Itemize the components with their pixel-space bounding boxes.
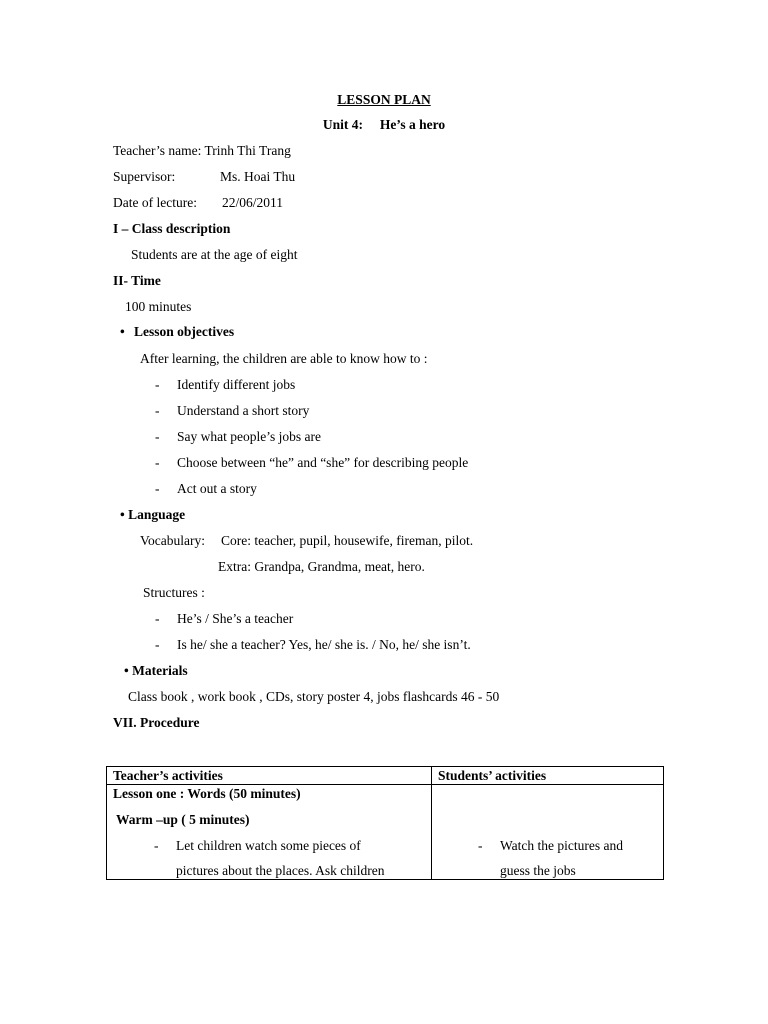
objective-item: Choose between “he” and “she” for describing people xyxy=(177,455,469,470)
students-activities-cell xyxy=(432,785,664,880)
materials-heading: • Materials xyxy=(124,663,188,678)
structure-item: Is he/ she a teacher? Yes, he/ she is. / No, he/ she isn’t. xyxy=(177,637,471,652)
student-activity-line: guess the jobs xyxy=(500,863,576,878)
supervisor-value: Ms. Hoai Thu xyxy=(220,169,296,184)
class-description-text: Students are at the age of eight xyxy=(131,247,298,262)
list-dash: - xyxy=(155,481,160,496)
objective-item: Identify different jobs xyxy=(177,377,296,392)
list-dash: - xyxy=(155,403,160,418)
procedure-heading: VII. Procedure xyxy=(113,715,200,730)
teacher-value: Trinh Thi Trang xyxy=(204,143,291,158)
students-activities-header: Students’ activities xyxy=(432,767,664,785)
vocabulary-label: Vocabulary: xyxy=(140,533,205,548)
list-dash: - xyxy=(155,377,160,392)
teacher-name-row xyxy=(113,143,291,159)
time-value: 100 minutes xyxy=(125,299,192,314)
structure-item: He’s / She’s a teacher xyxy=(177,611,294,626)
student-activity-line: Watch the pictures and xyxy=(500,838,623,853)
list-dash: - xyxy=(155,455,160,470)
objectives-bullet: • xyxy=(120,324,125,339)
materials-text: Class book , work book , CDs, story poster 4, jobs flashcards 46 - 50 xyxy=(128,689,500,704)
list-dash: - xyxy=(478,838,483,853)
unit-name: He’s a hero xyxy=(379,117,446,132)
date-label: Date of lecture: xyxy=(113,195,197,210)
teacher-label: Teacher’s name: xyxy=(113,143,202,158)
teacher-activity-line: pictures about the places. Ask children xyxy=(176,863,385,878)
teacher-activity-line: Let children watch some pieces of xyxy=(176,838,361,853)
objective-item: Say what people’s jobs are xyxy=(177,429,321,444)
vocabulary-core: Core: teacher, pupil, housewife, fireman, pilot. xyxy=(221,533,474,548)
procedure-table xyxy=(106,766,664,880)
teacher-activities-cell xyxy=(107,785,432,880)
table-row xyxy=(107,785,664,880)
structures-label: Structures : xyxy=(143,585,205,600)
lesson-one-title: Lesson one : Words (50 minutes) xyxy=(113,786,301,801)
unit-label: Unit 4: xyxy=(322,117,363,132)
objectives-heading: Lesson objectives xyxy=(134,324,235,339)
page-title: LESSON PLAN xyxy=(337,92,431,107)
vocabulary-extra: Extra: Grandpa, Grandma, meat, hero. xyxy=(218,559,425,574)
language-heading: • Language xyxy=(120,507,186,522)
teacher-activities-header: Teacher’s activities xyxy=(107,767,432,785)
class-description-heading: I – Class description xyxy=(113,221,231,236)
time-heading: II- Time xyxy=(113,273,161,288)
warm-up-title: Warm –up ( 5 minutes) xyxy=(116,812,250,827)
list-dash: - xyxy=(155,429,160,444)
table-header-row xyxy=(107,767,664,785)
objectives-intro: After learning, the children are able to know how to : xyxy=(140,351,428,366)
supervisor-label: Supervisor: xyxy=(113,169,176,184)
list-dash: - xyxy=(155,637,160,652)
list-dash: - xyxy=(155,611,160,626)
objective-item: Act out a story xyxy=(177,481,257,496)
unit-heading xyxy=(0,117,768,133)
list-dash: - xyxy=(154,838,159,853)
date-value: 22/06/2011 xyxy=(222,195,284,210)
objective-item: Understand a short story xyxy=(177,403,310,418)
